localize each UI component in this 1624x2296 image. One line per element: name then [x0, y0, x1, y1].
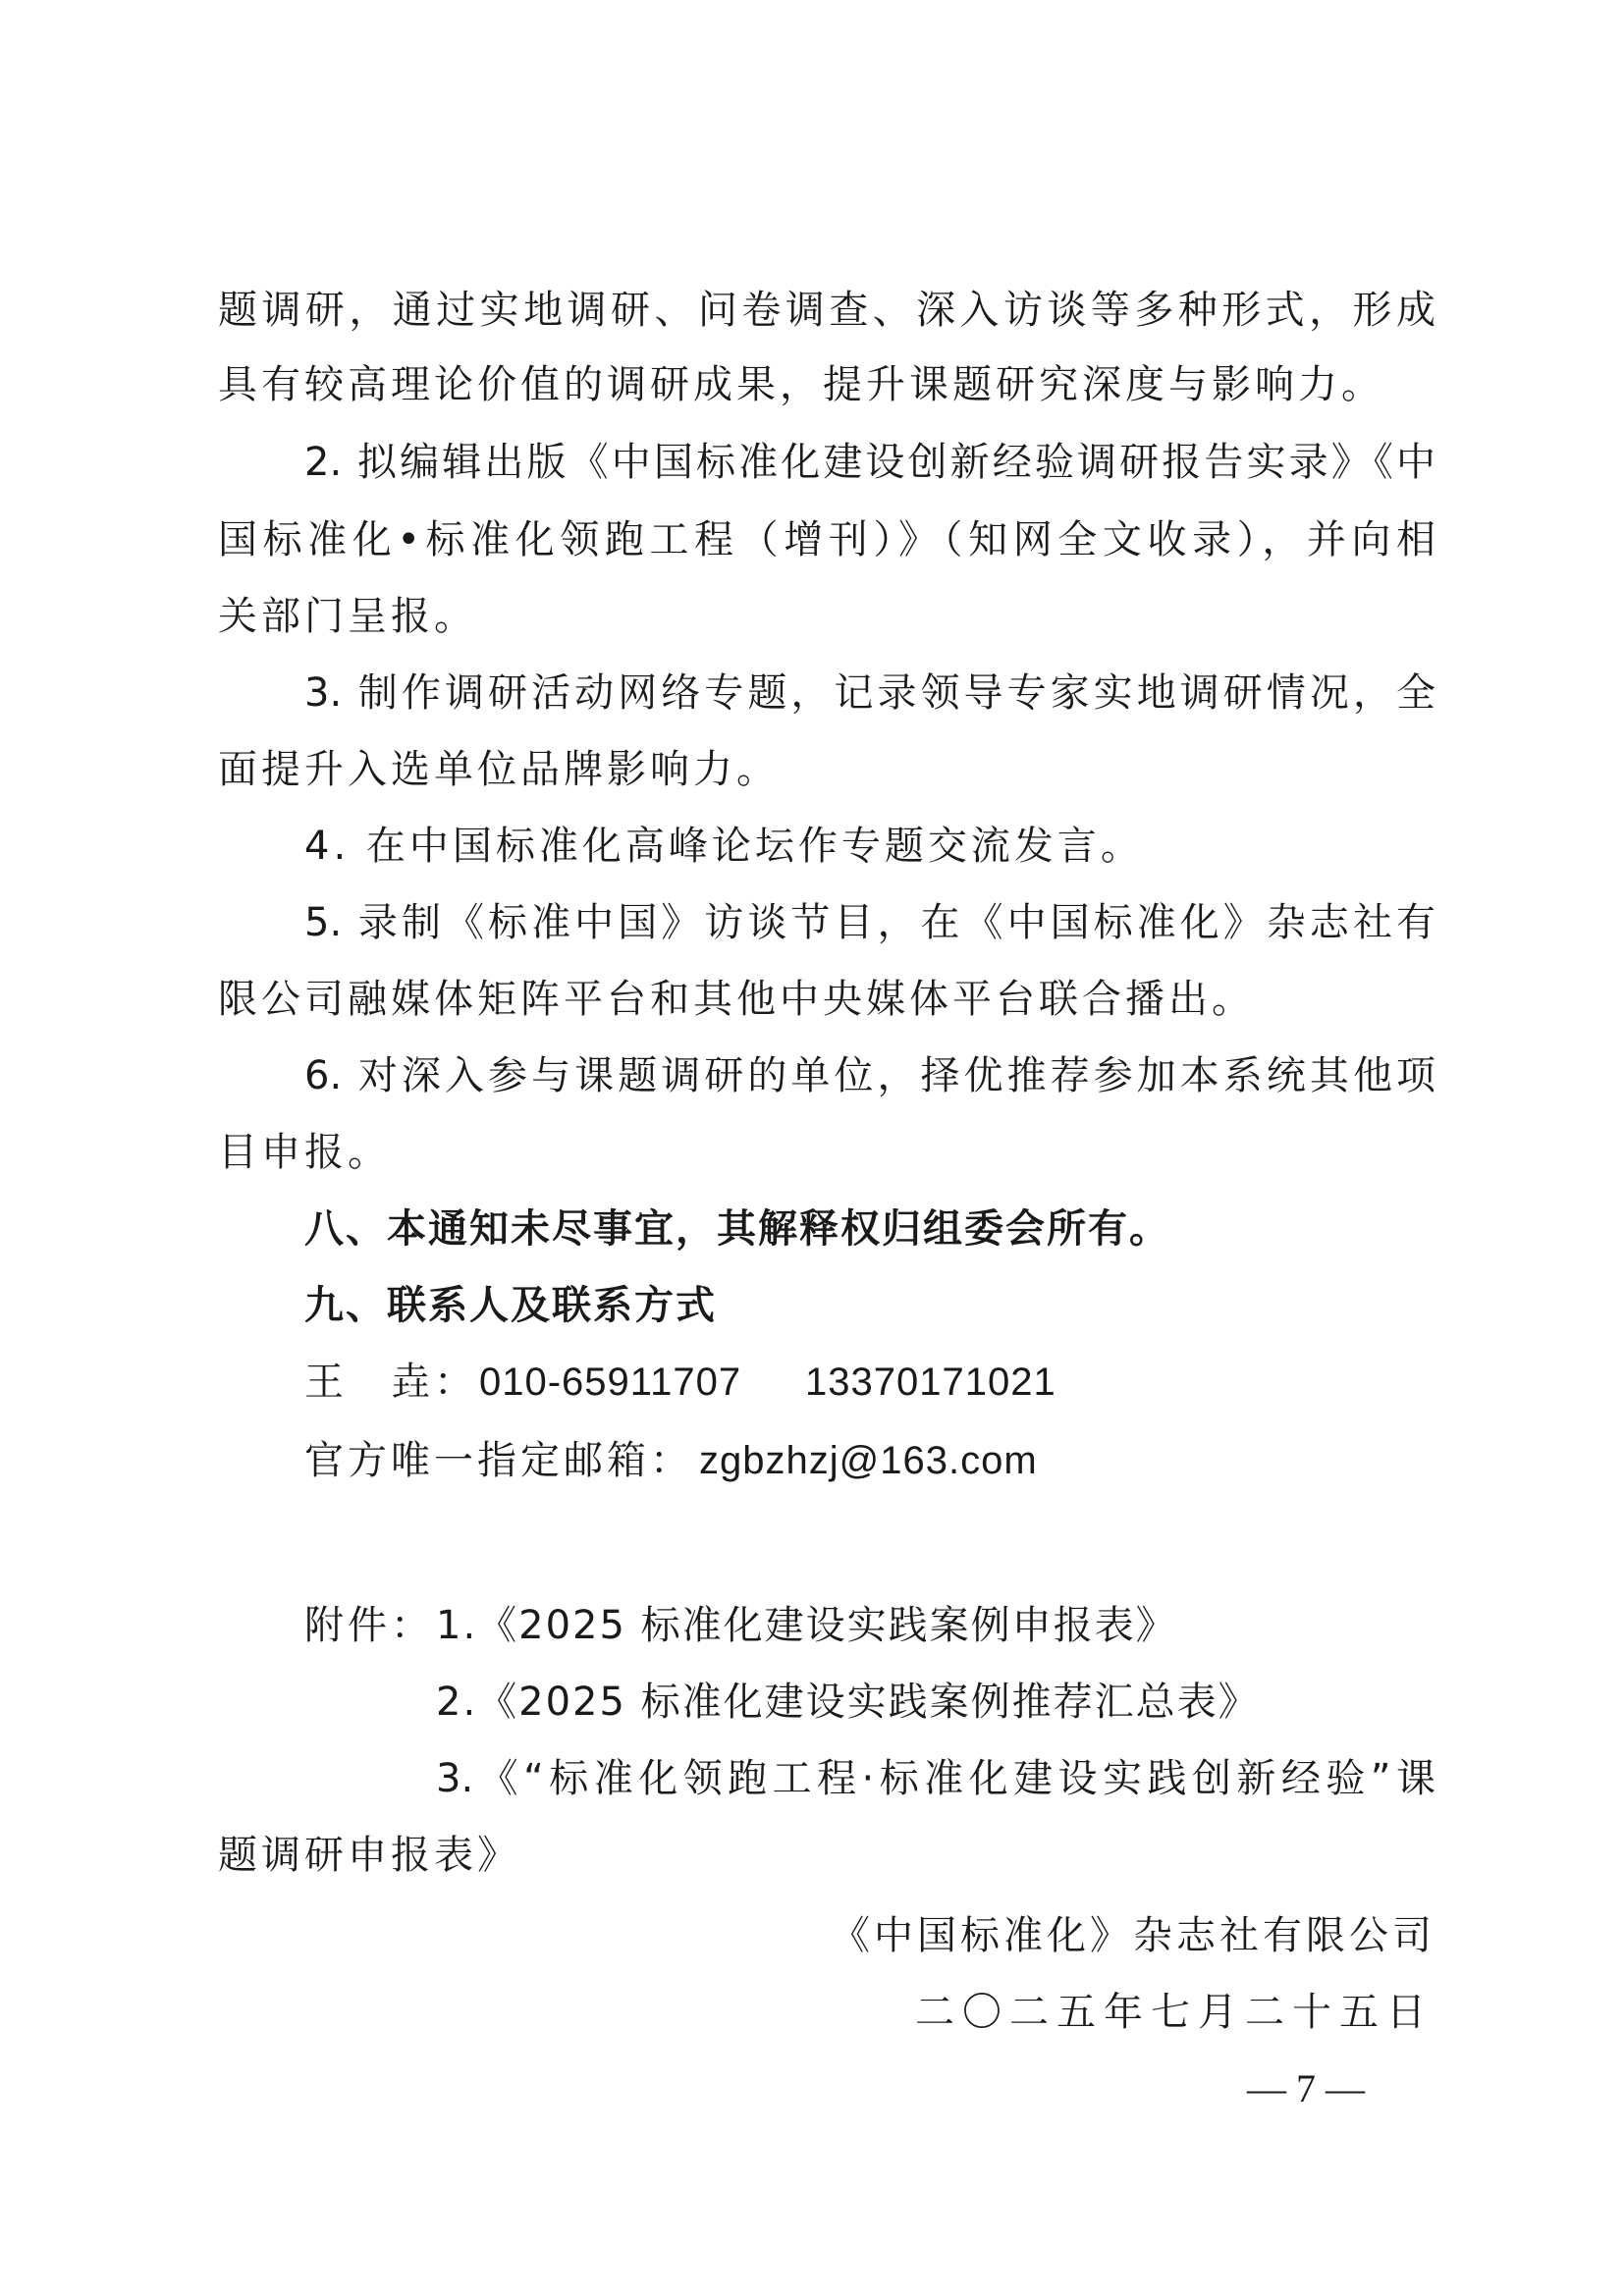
- contact-email-label: 官方唯一指定邮箱：: [304, 1438, 693, 1483]
- attachment-item: 2.《2025 标准化建设实践案例推荐汇总表》: [436, 1680, 1260, 1725]
- list-item-line: 关部门呈报。: [218, 594, 477, 639]
- contact-email[interactable]: zgbzhzj@163.com: [699, 1439, 1038, 1482]
- attachment-item: 题调研申报表》: [218, 1833, 520, 1878]
- list-item-line: 2. 拟编辑出版《中国标准化建设创新经验调研报告实录》《中: [304, 440, 1435, 485]
- list-item-line: 6. 对深入参与课题调研的单位，择优推荐参加本系统其他项: [304, 1053, 1435, 1098]
- signature-organization: 《中国标准化》杂志社有限公司: [831, 1913, 1435, 1958]
- attachment-item: 3.《“标准化领跑工程·标准化建设实践创新经验”课: [436, 1756, 1435, 1801]
- signature-date: 二〇二五年七月二十五日: [915, 1990, 1434, 2035]
- contact-name-label: 王 垚：: [304, 1360, 477, 1405]
- attachment-item: 1.《2025 标准化建设实践案例申报表》: [436, 1603, 1177, 1648]
- list-item-line: 面提升入选单位品牌影响力。: [218, 747, 780, 792]
- paragraph-line: 具有较高理论价值的调研成果，提升课题研究深度与影响力。: [218, 362, 1384, 407]
- contact-mobile: 13370171021: [805, 1361, 1056, 1404]
- section-heading: 八、本通知未尽事宜，其解释权归组委会所有。: [304, 1206, 1170, 1252]
- page-number: — 7 —: [1247, 2066, 1365, 2110]
- list-item-line: 目申报。: [218, 1130, 391, 1175]
- paragraph-line: 题调研，通过实地调研、问卷调查、深入访谈等多种形式，形成: [218, 288, 1435, 333]
- list-item-line: 国标准化•标准化领跑工程（增刊）》（知网全文收录），并向相: [218, 517, 1435, 562]
- contact-phone: 010-65911707: [479, 1361, 742, 1404]
- list-item-line: 4. 在中国标准化高峰论坛作专题交流发言。: [304, 824, 1144, 869]
- section-heading: 九、联系人及联系方式: [304, 1283, 717, 1328]
- list-item-line: 5. 录制《标准中国》访谈节目，在《中国标准化》杂志社有: [304, 900, 1435, 945]
- list-item-line: 限公司融媒体矩阵平台和其他中央媒体平台联合播出。: [218, 977, 1255, 1022]
- list-item-line: 3. 制作调研活动网络专题，记录领导专家实地调研情况，全: [304, 670, 1435, 716]
- attachments-label: 附件：: [304, 1603, 434, 1648]
